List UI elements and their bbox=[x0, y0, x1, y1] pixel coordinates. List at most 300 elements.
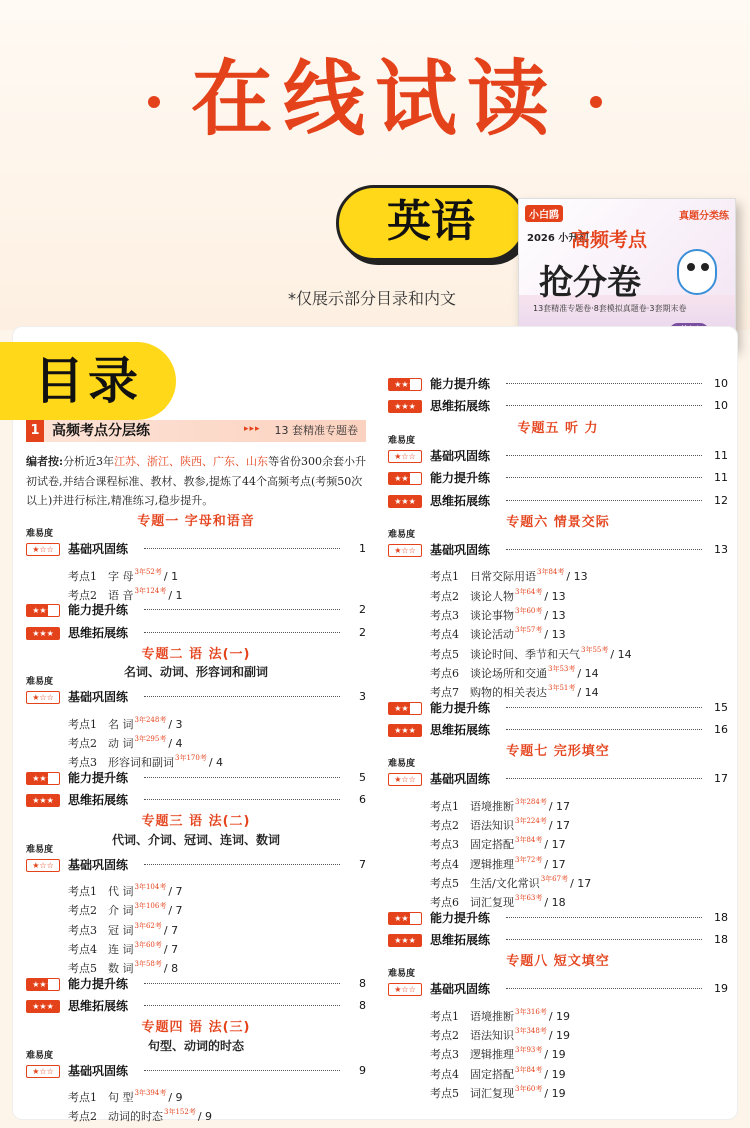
toc-entry-ability[interactable] bbox=[26, 600, 366, 620]
entry-label: 基础巩固练 bbox=[430, 543, 491, 558]
keypoint-name: 逻辑推理 bbox=[470, 1048, 514, 1062]
section-title: 高频考点分层练 bbox=[52, 423, 150, 439]
toc-entry-ability[interactable] bbox=[388, 698, 728, 718]
editor-note bbox=[26, 452, 368, 511]
keypoint-name: 代 词 bbox=[108, 885, 134, 899]
entry-page: 3 bbox=[359, 690, 366, 704]
keypoint-entry[interactable] bbox=[388, 1040, 728, 1060]
dot-leader bbox=[506, 988, 702, 989]
keypoint-page: / 4 bbox=[168, 737, 183, 750]
arrow-icon: ▸▸▸ bbox=[244, 424, 261, 434]
keypoint-frequency: 3年52考 bbox=[134, 567, 162, 576]
keypoint-name: 谈论活动 bbox=[470, 628, 514, 642]
topic-subheading: 名词、动词、形容词和副词 bbox=[123, 665, 268, 680]
dot-leader bbox=[506, 917, 702, 918]
dot-leader bbox=[144, 1070, 340, 1071]
keypoint-name: 动 词 bbox=[108, 737, 134, 750]
difficulty-label: 难易度 bbox=[26, 677, 54, 688]
dot-leader bbox=[506, 383, 702, 384]
keypoint-name: 谈论场所和交通 bbox=[470, 666, 547, 680]
keypoint-name: 谈论时间、季节和天气 bbox=[470, 647, 580, 661]
keypoint-frequency: 3年348考 bbox=[515, 1027, 547, 1035]
toc-entry-basic[interactable] bbox=[26, 687, 366, 707]
keypoint-page: / 7 bbox=[168, 904, 183, 918]
keypoint-entry[interactable] bbox=[388, 888, 728, 908]
keypoint-page: / 4 bbox=[208, 756, 224, 770]
toc-entry-thinking[interactable] bbox=[26, 996, 366, 1016]
dot-leader bbox=[506, 455, 702, 456]
keypoint-entry[interactable] bbox=[388, 792, 728, 812]
entry-page: 11 bbox=[714, 471, 728, 485]
keypoint-frequency: 3年152考 bbox=[164, 1108, 196, 1117]
keypoint-number: 考点2 bbox=[68, 904, 97, 918]
keypoint-frequency: 3年57考 bbox=[515, 626, 543, 635]
keypoint-number: 考点5 bbox=[430, 1086, 459, 1100]
entry-page: 19 bbox=[714, 982, 728, 996]
dot-leader bbox=[506, 939, 702, 940]
keypoint-number: 考点6 bbox=[430, 896, 459, 910]
editor-note-provinces: 江苏、浙江、陕西、广东、山东 bbox=[114, 455, 269, 468]
difficulty-stars-icon: ★★★ bbox=[388, 400, 422, 413]
difficulty-stars-icon: ★★☆ bbox=[388, 472, 422, 485]
dot-leader bbox=[144, 983, 340, 984]
dot-leader bbox=[506, 500, 702, 501]
entry-label: 思维拓展练 bbox=[430, 932, 491, 947]
difficulty-stars-icon: ★★★ bbox=[26, 1000, 60, 1013]
keypoint-number: 考点2 bbox=[68, 588, 97, 602]
keypoint-page: / 17 bbox=[570, 876, 592, 890]
difficulty-stars-icon: ★★☆ bbox=[388, 378, 422, 391]
dot-leader bbox=[506, 729, 702, 730]
topic-subheading: 句型、动词的时态 bbox=[147, 1038, 244, 1053]
keypoint-entry[interactable] bbox=[388, 601, 728, 621]
keypoint-name: 谈论人物 bbox=[470, 589, 514, 603]
keypoint-entry[interactable] bbox=[26, 954, 366, 974]
entry-page: 5 bbox=[359, 770, 366, 784]
keypoint-frequency: 3年84考 bbox=[537, 568, 565, 577]
entry-page: 16 bbox=[714, 722, 728, 736]
keypoint-name: 冠 词 bbox=[108, 923, 134, 937]
keypoint-page: / 14 bbox=[577, 686, 599, 700]
keypoint-name: 固定搭配 bbox=[470, 1067, 514, 1081]
keypoint-number: 考点6 bbox=[430, 666, 459, 680]
entry-label: 基础巩固练 bbox=[68, 1063, 129, 1078]
toc-entry-thinking[interactable] bbox=[388, 491, 728, 511]
entry-label: 基础巩固练 bbox=[430, 772, 491, 787]
editor-note-text-2: 等省份300余套小升初试卷,并结合课程标准、教材、教参,提炼了44个高频考点(考频50次以上)并进行标注,精准练习,稳步提升。 bbox=[26, 455, 367, 507]
topic-heading: 专题二 语 法(一) bbox=[141, 646, 251, 662]
keypoint-name: 介 词 bbox=[108, 904, 134, 918]
keypoint-name: 词汇复现 bbox=[470, 1086, 514, 1100]
keypoint-name: 购物的相关表达 bbox=[470, 686, 547, 700]
keypoint-frequency: 3年170考 bbox=[175, 754, 207, 763]
toc-entry-basic[interactable] bbox=[388, 446, 728, 466]
difficulty-stars-icon: ★☆☆ bbox=[26, 859, 60, 872]
keypoint-frequency: 3年124考 bbox=[134, 586, 167, 595]
topic-heading: 专题六 情景交际 bbox=[506, 514, 610, 530]
toc-entry-basic[interactable] bbox=[388, 979, 728, 999]
entry-label: 思维拓展练 bbox=[430, 493, 491, 508]
toc-entry-ability[interactable] bbox=[26, 974, 366, 994]
keypoint-frequency: 3年62考 bbox=[134, 921, 162, 930]
topic-heading: 专题八 短文填空 bbox=[506, 954, 610, 970]
keypoint-entry[interactable] bbox=[26, 916, 366, 936]
keypoint-page: / 1 bbox=[168, 588, 183, 602]
entry-label: 能力提升练 bbox=[430, 910, 491, 925]
difficulty-stars-icon: ★★☆ bbox=[26, 978, 60, 991]
keypoint-name: 形容词和副词 bbox=[108, 756, 174, 770]
keypoint-entry[interactable] bbox=[26, 710, 366, 730]
cover-year: 2026 小升初 bbox=[527, 233, 589, 244]
keypoint-entry[interactable] bbox=[388, 830, 728, 850]
keypoint-entry[interactable] bbox=[388, 640, 728, 660]
dot-leader bbox=[506, 405, 702, 406]
dot-leader bbox=[506, 477, 702, 478]
keypoint-entry[interactable] bbox=[26, 1102, 366, 1122]
keypoint-page: / 17 bbox=[544, 838, 566, 852]
keypoint-number: 考点5 bbox=[430, 647, 459, 661]
difficulty-label: 难易度 bbox=[26, 529, 54, 540]
keypoint-number: 考点5 bbox=[430, 876, 459, 890]
keypoint-frequency: 3年84考 bbox=[515, 836, 543, 845]
toc-entry-ability[interactable] bbox=[26, 768, 366, 788]
keypoint-frequency: 3年60考 bbox=[134, 941, 162, 949]
difficulty-stars-icon: ★☆☆ bbox=[388, 544, 422, 557]
entry-label: 能力提升练 bbox=[430, 700, 491, 715]
entry-page: 18 bbox=[714, 910, 728, 924]
difficulty-stars-icon: ★☆☆ bbox=[388, 450, 422, 463]
keypoint-page: / 13 bbox=[544, 628, 566, 642]
difficulty-stars-icon: ★★★ bbox=[26, 627, 60, 640]
keypoint-number: 考点1 bbox=[430, 1009, 459, 1023]
toc-title: 目录 bbox=[0, 342, 176, 420]
entry-label: 基础巩固练 bbox=[430, 448, 491, 463]
keypoint-page: / 14 bbox=[577, 666, 599, 680]
keypoint-number: 考点1 bbox=[68, 717, 97, 731]
cover-tag: 真题分类练 bbox=[679, 211, 729, 222]
keypoint-name: 语法知识 bbox=[470, 1029, 514, 1042]
keypoint-frequency: 3年55考 bbox=[581, 645, 609, 654]
keypoint-name: 生活/文化常识 bbox=[470, 876, 540, 890]
entry-page: 2 bbox=[359, 625, 366, 639]
keypoint-page: / 17 bbox=[548, 819, 571, 832]
difficulty-stars-icon: ★☆☆ bbox=[388, 983, 422, 996]
keypoint-frequency: 3年58考 bbox=[134, 960, 162, 969]
entry-page: 6 bbox=[359, 792, 366, 806]
topic-heading: 专题一 字母和语音 bbox=[137, 514, 255, 529]
entry-page: 12 bbox=[714, 493, 728, 507]
section-number: 1 bbox=[26, 420, 44, 442]
entry-page: 8 bbox=[359, 998, 366, 1012]
entry-page: 10 bbox=[714, 399, 728, 413]
keypoint-number: 考点7 bbox=[430, 686, 459, 700]
keypoint-entry[interactable] bbox=[388, 850, 728, 870]
entry-page: 8 bbox=[359, 976, 366, 990]
keypoint-frequency: 3年84考 bbox=[515, 1065, 543, 1074]
mascot-bird-icon bbox=[677, 249, 717, 295]
keypoint-page: / 9 bbox=[168, 1091, 183, 1105]
entry-page: 17 bbox=[714, 772, 728, 786]
difficulty-stars-icon: ★★☆ bbox=[388, 702, 422, 715]
difficulty-label: 难易度 bbox=[388, 530, 416, 541]
toc-entry-basic[interactable] bbox=[388, 769, 728, 789]
difficulty-label: 难易度 bbox=[388, 759, 416, 770]
keypoint-entry[interactable] bbox=[388, 678, 728, 698]
dot-leader bbox=[144, 632, 340, 633]
keypoint-text bbox=[430, 1081, 566, 1102]
toc-entry-thinking[interactable] bbox=[388, 930, 728, 950]
keypoint-number: 考点4 bbox=[430, 857, 459, 871]
keypoint-frequency: 3年224考 bbox=[515, 817, 547, 825]
entry-label: 基础巩固练 bbox=[68, 542, 129, 557]
keypoint-frequency: 3年248考 bbox=[134, 715, 167, 724]
keypoint-name: 日常交际用语 bbox=[470, 570, 536, 584]
keypoint-name: 字 母 bbox=[108, 569, 134, 583]
difficulty-label: 难易度 bbox=[26, 1050, 54, 1061]
toc-entry-thinking[interactable] bbox=[388, 720, 728, 740]
keypoint-frequency: 3年64考 bbox=[515, 587, 543, 596]
toc-entry-basic[interactable] bbox=[26, 1061, 366, 1081]
section-subtitle: 13 套精准专题卷 bbox=[274, 424, 358, 437]
keypoint-frequency: 3年284考 bbox=[515, 797, 547, 806]
keypoint-name: 数 词 bbox=[108, 962, 134, 976]
keypoint-page: / 18 bbox=[544, 896, 566, 910]
keypoint-page: / 7 bbox=[163, 943, 179, 956]
difficulty-label: 难易度 bbox=[26, 844, 54, 855]
keypoint-page: / 19 bbox=[544, 1067, 566, 1081]
dot-leader bbox=[144, 1005, 340, 1006]
keypoint-name: 谈论事物 bbox=[470, 609, 514, 622]
keypoint-entry[interactable] bbox=[388, 582, 728, 602]
difficulty-stars-icon: ★☆☆ bbox=[26, 543, 60, 556]
dot-leader bbox=[144, 696, 340, 697]
difficulty-stars-icon: ★☆☆ bbox=[26, 1065, 60, 1078]
keypoint-name: 名 词 bbox=[108, 717, 134, 731]
entry-label: 基础巩固练 bbox=[430, 982, 491, 997]
entry-label: 思维拓展练 bbox=[68, 998, 129, 1013]
entry-label: 能力提升练 bbox=[68, 976, 129, 991]
keypoint-page: / 19 bbox=[544, 1048, 566, 1062]
dot-leader bbox=[144, 609, 340, 610]
keypoint-number: 考点2 bbox=[430, 1029, 459, 1042]
keypoint-name: 语境推断 bbox=[470, 799, 514, 813]
difficulty-stars-icon: ★★★ bbox=[388, 495, 422, 508]
keypoint-entry[interactable] bbox=[26, 896, 366, 916]
keypoint-page: / 9 bbox=[197, 1110, 213, 1124]
entry-page: 10 bbox=[714, 377, 728, 390]
entry-page: 18 bbox=[714, 932, 728, 946]
dot-leader bbox=[506, 707, 702, 708]
keypoint-frequency: 3年295考 bbox=[134, 735, 167, 743]
keypoint-entry[interactable] bbox=[388, 1002, 728, 1022]
difficulty-stars-icon: ★★★ bbox=[388, 724, 422, 737]
keypoint-name: 语法知识 bbox=[470, 819, 514, 832]
keypoint-entry[interactable] bbox=[388, 1060, 728, 1080]
keypoint-frequency: 3年53考 bbox=[548, 664, 576, 673]
entry-page: 7 bbox=[359, 857, 366, 871]
keypoint-page: / 13 bbox=[544, 589, 566, 603]
keypoint-number: 考点3 bbox=[68, 756, 97, 770]
keypoint-page: / 19 bbox=[544, 1086, 566, 1100]
keypoint-entry[interactable] bbox=[26, 877, 366, 897]
keypoint-number: 考点1 bbox=[68, 1091, 97, 1105]
keypoint-entry[interactable] bbox=[388, 869, 728, 889]
entry-label: 思维拓展练 bbox=[68, 792, 129, 807]
keypoint-entry[interactable] bbox=[388, 1021, 728, 1041]
toc-entry-thinking[interactable] bbox=[26, 623, 366, 643]
keypoint-page: / 13 bbox=[544, 609, 566, 622]
editor-note-label: 编者按: bbox=[26, 455, 64, 468]
toc-entry-basic[interactable] bbox=[26, 539, 366, 559]
keypoint-number: 考点3 bbox=[68, 923, 97, 937]
dot-leader bbox=[506, 778, 702, 779]
keypoint-page: / 17 bbox=[548, 799, 571, 813]
keypoint-entry[interactable] bbox=[388, 659, 728, 679]
entry-page: 1 bbox=[359, 542, 366, 556]
keypoint-entry[interactable] bbox=[388, 811, 728, 831]
toc-entry-basic[interactable] bbox=[388, 540, 728, 560]
entry-label: 思维拓展练 bbox=[430, 399, 491, 414]
keypoint-page: / 7 bbox=[168, 885, 183, 899]
topic-subheading: 代词、介词、冠词、连词、数词 bbox=[111, 832, 280, 847]
toc-entry-ability[interactable] bbox=[388, 374, 728, 394]
keypoint-name: 句 型 bbox=[108, 1091, 134, 1105]
keypoint-page: / 19 bbox=[548, 1009, 571, 1023]
entry-label: 思维拓展练 bbox=[430, 722, 491, 737]
keypoint-number: 考点2 bbox=[68, 1110, 97, 1124]
keypoint-page: / 7 bbox=[163, 923, 179, 937]
entry-page: 2 bbox=[359, 603, 366, 617]
keypoint-number: 考点1 bbox=[430, 799, 459, 813]
keypoint-number: 考点4 bbox=[68, 943, 97, 956]
topic-heading: 专题三 语 法(二) bbox=[141, 814, 251, 830]
dot-leader bbox=[144, 777, 340, 778]
keypoint-name: 动词的时态 bbox=[108, 1110, 163, 1124]
difficulty-stars-icon: ★★☆ bbox=[388, 912, 422, 925]
keypoint-name: 连 词 bbox=[108, 943, 134, 956]
keypoint-entry[interactable] bbox=[26, 748, 366, 768]
difficulty-stars-icon: ★☆☆ bbox=[388, 773, 422, 786]
keypoint-frequency: 3年316考 bbox=[515, 1007, 547, 1016]
dot-leader bbox=[144, 799, 340, 800]
entry-label: 基础巩固练 bbox=[68, 690, 129, 705]
topic-heading: 专题七 完形填空 bbox=[506, 744, 610, 760]
difficulty-stars-icon: ★★☆ bbox=[26, 604, 60, 617]
keypoint-name: 逻辑推理 bbox=[470, 857, 514, 871]
keypoint-number: 考点5 bbox=[68, 962, 97, 976]
entry-page: 11 bbox=[714, 448, 728, 462]
keypoint-page: / 19 bbox=[548, 1029, 571, 1042]
keypoint-page: / 13 bbox=[566, 570, 588, 584]
toc-entry-thinking[interactable] bbox=[388, 396, 728, 416]
keypoint-name: 固定搭配 bbox=[470, 838, 514, 852]
keypoint-page: / 1 bbox=[163, 569, 179, 583]
entry-page: 9 bbox=[359, 1063, 366, 1077]
difficulty-stars-icon: ★★★ bbox=[388, 934, 422, 947]
keypoint-page: / 17 bbox=[544, 857, 566, 871]
cover-brand: 小白鸥 bbox=[525, 205, 563, 222]
keypoint-page: / 3 bbox=[168, 717, 183, 731]
keypoint-number: 考点3 bbox=[430, 1048, 459, 1062]
keypoint-number: 考点2 bbox=[430, 819, 459, 832]
entry-label: 能力提升练 bbox=[430, 377, 491, 391]
keypoint-entry[interactable] bbox=[388, 1079, 728, 1099]
keypoint-frequency: 3年60考 bbox=[515, 1084, 543, 1093]
keypoint-number: 考点4 bbox=[430, 1067, 459, 1081]
cover-info: 13套精准专题卷·8套模拟真题卷·3套期末卷 bbox=[533, 304, 687, 313]
keypoint-name: 词汇复现 bbox=[470, 896, 514, 910]
keypoint-frequency: 3年106考 bbox=[134, 902, 167, 911]
entry-label: 思维拓展练 bbox=[68, 625, 129, 640]
dot-leader bbox=[144, 548, 340, 549]
editor-note-text: 分析近3年 bbox=[63, 455, 115, 468]
keypoint-number: 考点4 bbox=[430, 628, 459, 642]
topic-heading: 专题五 听 力 bbox=[517, 420, 599, 436]
keypoint-page: / 14 bbox=[610, 647, 632, 661]
keypoint-entry[interactable] bbox=[388, 620, 728, 640]
keypoint-number: 考点2 bbox=[68, 737, 97, 750]
keypoint-frequency: 3年394考 bbox=[134, 1089, 167, 1098]
keypoint-entry[interactable] bbox=[26, 562, 366, 582]
keypoint-number: 考点3 bbox=[430, 838, 459, 852]
toc-entry-basic[interactable] bbox=[26, 855, 366, 875]
topic-heading: 专题四 语 法(三) bbox=[141, 1020, 251, 1036]
section-header bbox=[26, 420, 366, 442]
cover-title-1: 高频考点 bbox=[571, 229, 648, 251]
dot-leader bbox=[144, 864, 340, 865]
difficulty-label: 难易度 bbox=[388, 969, 416, 980]
cover-title-2: 抢分卷 bbox=[539, 263, 641, 303]
difficulty-label: 难易度 bbox=[388, 435, 416, 446]
keypoint-page: / 8 bbox=[163, 962, 179, 976]
keypoint-entry[interactable] bbox=[26, 581, 366, 601]
toc-entry-ability[interactable] bbox=[388, 468, 728, 488]
difficulty-stars-icon: ★★★ bbox=[26, 794, 60, 807]
subject-badge: 英语 bbox=[336, 185, 526, 261]
page-title: 在线试读 bbox=[190, 52, 559, 147]
keypoint-number: 考点1 bbox=[68, 569, 97, 583]
keypoint-frequency: 3年63考 bbox=[515, 894, 543, 903]
keypoint-number: 考点1 bbox=[430, 570, 459, 584]
keypoint-number: 考点3 bbox=[430, 609, 459, 622]
keypoint-frequency: 3年72考 bbox=[515, 855, 543, 864]
keypoint-entry[interactable] bbox=[26, 935, 366, 955]
keypoint-frequency: 3年51考 bbox=[548, 684, 576, 693]
toc-entry-ability[interactable] bbox=[388, 908, 728, 928]
toc-entry-thinking[interactable] bbox=[26, 790, 366, 810]
entry-label: 能力提升练 bbox=[68, 603, 129, 618]
keypoint-text bbox=[68, 1104, 212, 1125]
entry-label: 能力提升练 bbox=[68, 770, 129, 785]
entry-page: 15 bbox=[714, 700, 728, 714]
keypoint-frequency: 3年67考 bbox=[540, 874, 569, 883]
keypoint-frequency: 3年60考 bbox=[515, 607, 543, 615]
keypoint-entry[interactable] bbox=[26, 729, 366, 749]
dot-leader bbox=[506, 549, 702, 550]
keypoint-entry[interactable] bbox=[26, 1083, 366, 1103]
keypoint-name: 语境推断 bbox=[470, 1009, 514, 1023]
keypoint-frequency: 3年93考 bbox=[515, 1046, 543, 1055]
entry-label: 基础巩固练 bbox=[68, 857, 129, 872]
entry-label: 能力提升练 bbox=[430, 471, 491, 486]
keypoint-number: 考点2 bbox=[430, 589, 459, 603]
keypoint-frequency: 3年104考 bbox=[134, 883, 167, 892]
keypoint-name: 语 音 bbox=[108, 588, 134, 602]
keypoint-entry[interactable] bbox=[388, 562, 728, 582]
preview-note: *仅展示部分目录和内文 bbox=[288, 289, 457, 308]
difficulty-stars-icon: ★★☆ bbox=[26, 772, 60, 785]
entry-page: 13 bbox=[714, 543, 728, 557]
